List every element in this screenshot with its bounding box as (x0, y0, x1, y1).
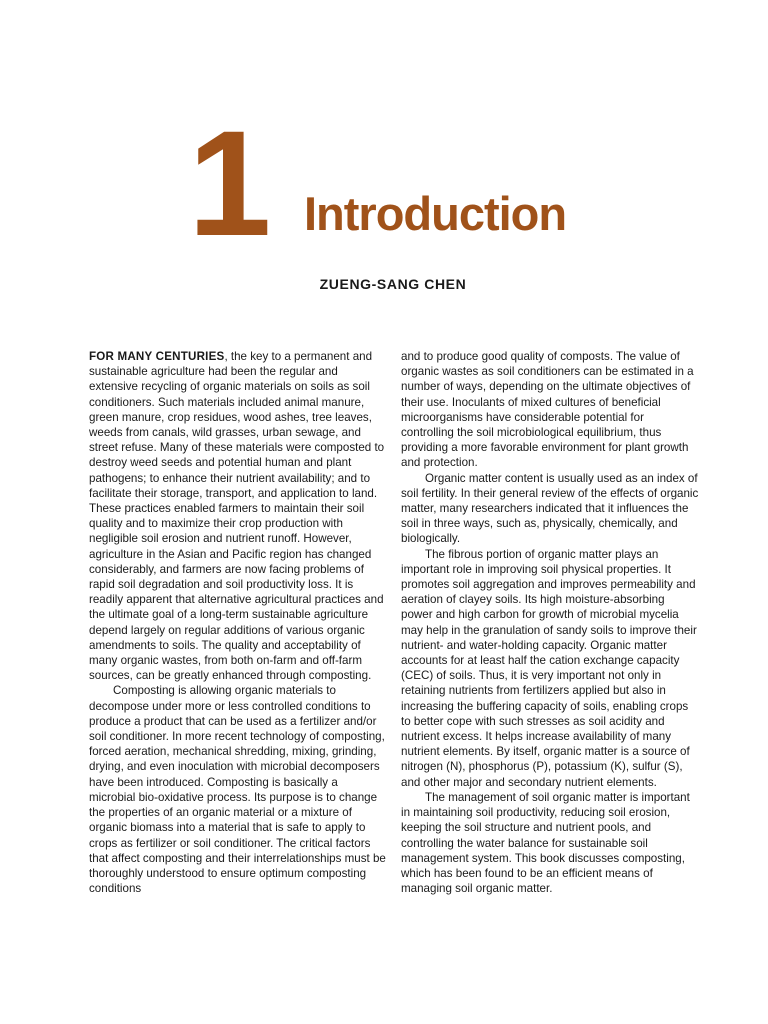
paragraph: Organic matter content is usually used as an index of soil fertility. In their general review of the effects of organic matter, many researchers indicated that it influences the soil in three ways, such as, physically, chemically, and biologically. (401, 471, 699, 546)
chapter-header (0, 99, 768, 267)
right-column (401, 349, 699, 896)
author-name: ZUENG-SANG CHEN (319, 276, 467, 292)
paragraph: Composting is allowing organic materials to decompose under more or less controlled conditions to produce a product that can be used as a fertilizer and/or soil conditioner. In more recent technology of composting, forced aeration, mechanical shredding, mixing, grinding, drying, and even inoculation with microbial decomposers have been introduced. Composting is basically a microbial bio-oxidative process. Its purpose is to change the properties of an organic material or a mixture of organic biomass into a material that is safe to apply to crops as fertilizer or soil conditioner. The critical factors that affect composting and their interrelationships must be thoroughly understood to ensure optimum composting conditions (89, 684, 386, 896)
paragraph: The fibrous portion of organic matter plays an important role in improving soil physical properties. It promotes soil aggregation and improves permeability and aeration of clayey soils. Its high moisture-absorbing power and high carbon for growth of microbial mycelia may help in the granulation of sandy soils to improve their nutrient- and water-holding capacity. Organic matter accounts for at least half the cation exchange capacity (CEC) of soils. Thus, it is very important not only in retaining nutrients from fertilizers applied but also in increasing the buffering capacity of soils, enabling crops to better cope with such stresses as soil acidity and nutrient excess. It helps increase availability of many nutrient elements. By itself, organic matter is a source of nitrogen (N), phosphorus (P), potassium (K), sulfur (S), and other major and secondary nutrient elements. (401, 547, 697, 789)
paragraph: and to produce good quality of composts. The value of organic wastes as soil conditioners can be estimated in a number of ways, depending on the ultimate objectives of their use. Inoculants of mixed cultures of beneficial microorganisms have considerable potential for controlling the soil microbiological equilibrium, thus providing a more favorable environment for plant growth and protection. (401, 350, 694, 470)
paragraph (89, 349, 387, 683)
paragraph-text: , the key to a permanent and sustainable agriculture had been the regular and extensive recycling of organic materials on soils as soil conditioners. Such materials included animal manure, green manure, crop residues, wood ashes, tree leaves, weeds from canals, wild grasses, urban sewage, and street refuse. Many of these materials were composted to destroy weed seeds and potential human and plant pathogens; to enhance their nutrient availability; and to facilitate their storage, transport, and application to land. These practices enabled farmers to maintain their soil quality and to maximize their crop production with negligible soil erosion and nutrient runoff. However, agriculture in the Asian and Pacific region has changed considerably, and farmers are now facing problems of rapid soil degradation and soil productivity loss. It is readily apparent that alternative agricultural practices and the ultimate goal of a long-term sustainable agriculture depend largely on regular additions of various organic amendments to soils. The quality and acceptability of many organic wastes, from both on-farm and off-farm sources, can be greatly enhanced through composting. (89, 350, 385, 683)
left-column (89, 349, 387, 896)
chapter-number: 1 (188, 99, 268, 267)
paragraph: The management of soil organic matter is important in maintaining soil productivity, reducing soil erosion, keeping the soil structure and nutrient pools, and controlling the water balance for sustainable soil management system. This book discusses composting, which has been found to be an efficient means of managing soil organic matter. (401, 790, 690, 896)
chapter-title: Introduction (304, 187, 567, 240)
lead-in: FOR MANY CENTURIES (89, 350, 225, 363)
